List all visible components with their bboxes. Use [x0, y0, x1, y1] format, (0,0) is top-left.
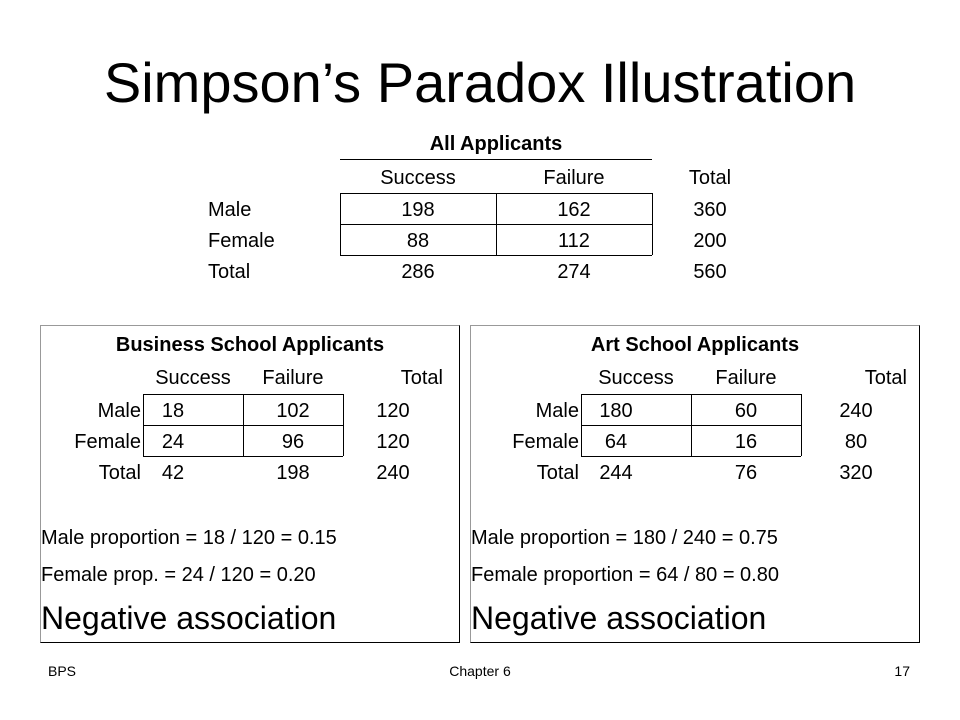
footer-left: BPS: [48, 663, 77, 679]
footer-center: Chapter 6: [449, 663, 511, 679]
art-total-success: 244: [599, 462, 633, 484]
business-col-total: Total: [400, 367, 443, 389]
col-header-total: Total: [688, 167, 732, 189]
business-total-success: 42: [161, 462, 185, 484]
art-female-success: 64: [604, 431, 628, 453]
business-col-success: Success: [155, 367, 231, 389]
business-male-failure: 102: [276, 400, 310, 422]
cell-female-success: 88: [406, 230, 430, 252]
all-applicants-heading: All Applicants: [429, 133, 563, 155]
business-male-success: 18: [161, 400, 185, 422]
cell-male-success: 198: [401, 199, 435, 221]
row-label-male: Male: [208, 199, 252, 221]
heading-underline: [340, 159, 652, 160]
art-male-failure: 60: [734, 400, 758, 422]
business-row-label-male: Male: [97, 400, 141, 422]
business-school-panel: [40, 325, 460, 643]
row-label-female: Female: [208, 230, 275, 252]
business-female-failure: 96: [281, 431, 305, 453]
art-row-label-male: Male: [535, 400, 579, 422]
business-col-failure: Failure: [262, 367, 324, 389]
business-row-label-total: Total: [98, 462, 141, 484]
cell-female-failure: 112: [558, 230, 590, 252]
row-label-total: Total: [208, 261, 251, 283]
art-female-proportion: Female proportion = 64 / 80 = 0.80: [471, 564, 779, 586]
cell-male-failure: 162: [557, 199, 591, 221]
art-row-label-total: Total: [536, 462, 579, 484]
slide-title: Simpson’s Paradox Illustration: [103, 51, 857, 114]
art-total-total: 320: [839, 462, 873, 484]
cell-total-success: 286: [401, 261, 435, 283]
grid-line: [581, 456, 801, 457]
footer-page-number: 17: [894, 663, 910, 679]
art-female-failure: 16: [734, 431, 758, 453]
art-male-success: 180: [599, 400, 633, 422]
cell-male-total: 360: [693, 199, 727, 221]
art-total-failure: 76: [734, 462, 758, 484]
art-col-success: Success: [598, 367, 674, 389]
business-conclusion: Negative association: [41, 600, 337, 636]
grid-line: [143, 456, 343, 457]
cell-female-total: 200: [693, 230, 727, 252]
business-total-failure: 198: [276, 462, 310, 484]
business-female-success: 24: [161, 431, 185, 453]
art-school-panel: [470, 325, 920, 643]
business-total-total: 240: [376, 462, 410, 484]
all-applicants-table: [0, 0, 960, 300]
art-conclusion: Negative association: [471, 600, 767, 636]
art-female-total: 80: [844, 431, 868, 453]
col-header-failure: Failure: [543, 167, 605, 189]
business-heading: Business School Applicants: [115, 334, 385, 356]
business-row-label-female: Female: [74, 431, 141, 453]
grid-line: [340, 255, 652, 256]
art-row-label-female: Female: [512, 431, 579, 453]
cell-total-failure: 274: [557, 261, 591, 283]
art-male-proportion: Male proportion = 180 / 240 = 0.75: [471, 527, 778, 549]
col-header-success: Success: [380, 167, 456, 189]
business-female-total: 120: [376, 431, 410, 453]
business-male-proportion: Male proportion = 18 / 120 = 0.15: [41, 527, 337, 549]
art-male-total: 240: [839, 400, 873, 422]
art-heading: Art School Applicants: [590, 334, 800, 356]
art-col-total: Total: [864, 367, 907, 389]
art-col-failure: Failure: [715, 367, 777, 389]
business-female-proportion: Female prop. = 24 / 120 = 0.20: [41, 564, 316, 586]
business-male-total: 120: [376, 400, 410, 422]
cell-total-total: 560: [693, 261, 727, 283]
